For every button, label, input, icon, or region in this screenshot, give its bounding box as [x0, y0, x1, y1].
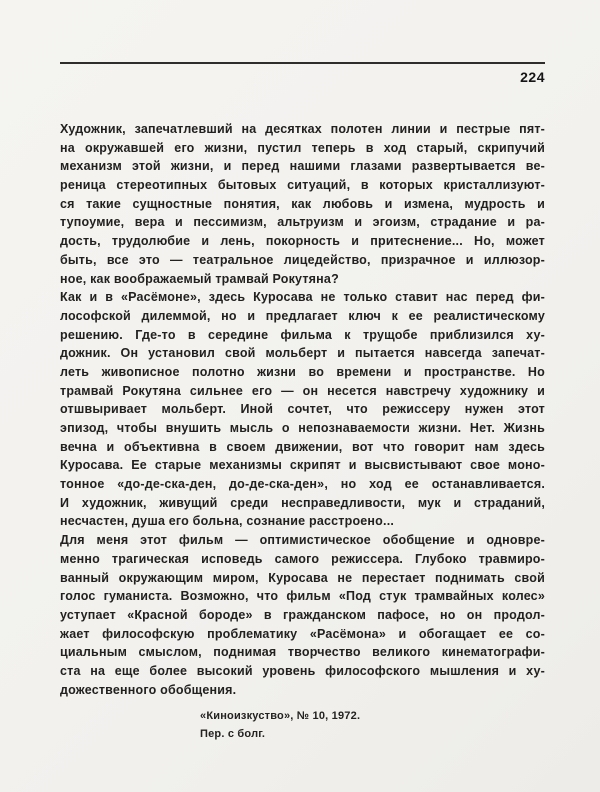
body-text — [60, 120, 545, 699]
citation-source: «Киноизкуство», № 10, 1972. — [200, 710, 361, 723]
text-line: механизм этой жизни, и перед нашими глазами развертывается ве- — [60, 159, 545, 174]
page-number: 224 — [520, 69, 545, 85]
text-line: эпизод, чтобы внушить мысль о непознаваемости жизни. Нет. Жизнь — [60, 421, 545, 435]
text-line: решению. Где-то в середине фильма к трущобе приблизился ху- — [60, 327, 545, 342]
citation — [200, 708, 545, 743]
paragraph — [60, 120, 545, 288]
text-line: уступает «Красной бороде» в гражданском пафосе, но он продол- — [60, 607, 545, 622]
text-line: Куросава. Ее старые механизмы скрипят и высвистывают свое моно- — [60, 458, 545, 473]
text-column — [60, 62, 545, 743]
text-line: И художник, живущий среди несправедливости, мук и страданий, — [60, 495, 545, 510]
text-line: отшвыривает мольберт. Иной сочтет, что режиссеру нужен этот — [60, 402, 545, 417]
text-line: менно трагическая исповедь самого режиссера. Глубоко травмиро- — [60, 551, 545, 566]
text-line: быть, все это — театральное лицедейство, призрачное и иллюзор- — [60, 252, 545, 267]
text-line: голос гуманиста. Возможно, что фильм «Под стук трамвайных колес» — [60, 589, 545, 604]
text-line: ное, как воображаемый трамвай Рокутяна? — [60, 271, 339, 286]
text-line: циальным смыслом, поднимая творчество великого кинематографи- — [60, 645, 545, 660]
citation-translation: Пер. с болг. — [200, 727, 266, 740]
text-line: жает философскую проблематику «Расёмона» и обогащает ее со- — [60, 626, 545, 641]
text-line: тупоумие, вера и пессимизм, альтруизм и эгоизм, страдание и ра- — [60, 215, 545, 230]
text-line: дость, трудолюбие и лень, покорность и притеснение... Но, может — [60, 234, 545, 249]
text-line: ся такие сущностные понятия, как любовь и измена, мудрость и — [60, 196, 545, 211]
text-line: реница стереотипных бытовых ситуаций, в которых кристаллизуют- — [60, 178, 545, 193]
header-rule — [60, 62, 545, 64]
paragraph — [60, 531, 545, 699]
text-line: Для меня этот фильм — оптимистическое обобщение и одновре- — [60, 533, 545, 548]
text-line: трамвай Рокутяна сильнее его — он несется навстречу художнику и — [60, 383, 545, 398]
text-line: на окружавшей его жизни, пустил теперь в ход старый, скрипучий — [60, 140, 545, 155]
text-line: несчастен, душа его больна, сознание расстроено... — [60, 514, 395, 529]
text-line: дожественного обобщения. — [60, 682, 237, 697]
text-line: лософской дилеммой, но и предлагает ключ к ее реалистическому — [60, 308, 545, 323]
text-line: леть живописное полотно жизни во времени и пространстве. Но — [60, 364, 545, 379]
text-line: ста на еще более высокий уровень философского мышления и ху- — [60, 663, 545, 678]
text-line: Как и в «Расёмоне», здесь Куросава не только ставит нас перед фи- — [60, 290, 545, 305]
text-line: дожник. Он установил свой мольберт и пытается навсегда запечат- — [60, 346, 545, 361]
text-line: Художник, запечатлевший на десятках полотен линии и пестрые пят- — [60, 122, 545, 136]
text-line: тонное «до-де-ска-ден, до-де-ска-ден», но ход ее останавливается. — [60, 477, 545, 492]
text-line: ванный окружающим миром, Куросава не перестает поднимать свой — [60, 570, 545, 585]
paragraph — [60, 288, 545, 531]
text-line: вечна и объективна в своем движении, вот что говорит нам здесь — [60, 439, 545, 454]
